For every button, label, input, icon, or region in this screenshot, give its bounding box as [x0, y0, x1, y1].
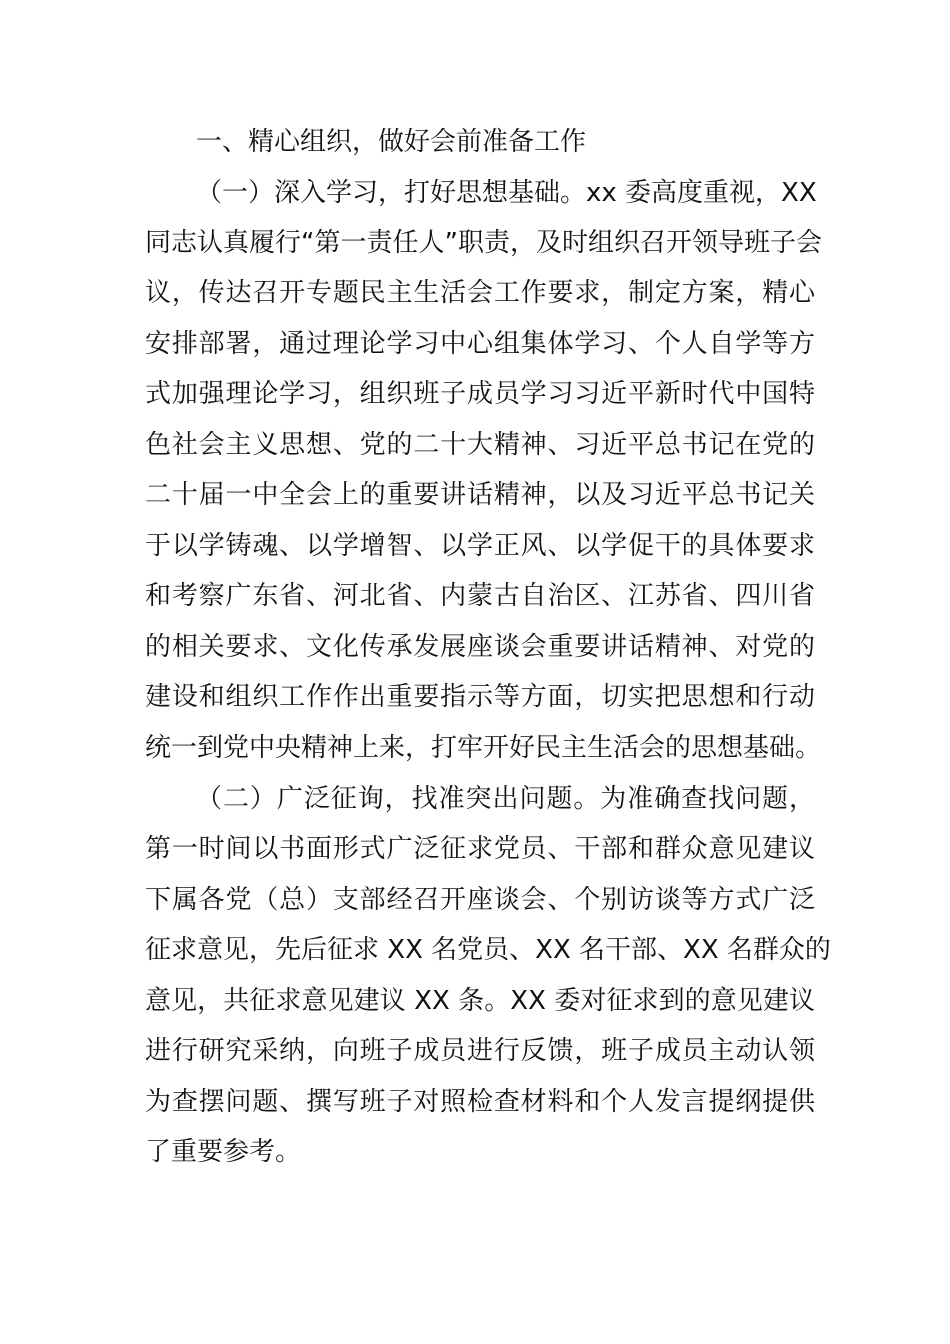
paragraph-line: 议，传达召开专题民主生活会工作要求，制定方案，精心	[145, 278, 815, 308]
section-heading: 一、精心组织，做好会前准备工作	[196, 127, 587, 157]
paragraph-line: 安排部署，通过理论学习中心组集体学习、个人自学等方	[145, 329, 815, 359]
paragraph-line: （二）广泛征询，找准突出问题。为准确查找问题，	[196, 784, 815, 814]
paragraph-line: 式加强理论学习，组织班子成员学习习近平新时代中国特	[145, 379, 815, 409]
paragraph-line: 进行研究采纳，向班子成员进行反馈，班子成员主动认领	[145, 1036, 815, 1066]
paragraph-line: 意见，共征求意见建议 XX 条。XX 委对征求到的意见建议	[145, 986, 815, 1016]
paragraph-line: 于以学铸魂、以学增智、以学正风、以学促干的具体要求	[145, 531, 815, 561]
paragraph-line: 的相关要求、文化传承发展座谈会重要讲话精神、对党的	[145, 632, 815, 662]
paragraph-line: 建设和组织工作作出重要指示等方面，切实把思想和行动	[145, 682, 815, 712]
paragraph-line: （一）深入学习，打好思想基础。xx 委高度重视，XX	[196, 178, 817, 208]
paragraph-line: 了重要参考。	[145, 1137, 302, 1167]
paragraph-line: 色社会主义思想、党的二十大精神、习近平总书记在党的	[145, 430, 815, 460]
paragraph-line: 和考察广东省、河北省、内蒙古自治区、江苏省、四川省	[145, 581, 815, 611]
paragraph-line: 征求意见，先后征求 XX 名党员、XX 名干部、XX 名群众的	[145, 935, 831, 965]
paragraph-line: 统一到党中央精神上来，打牢开好民主生活会的思想基础。	[145, 733, 822, 763]
paragraph-line: 第一时间以书面形式广泛征求党员、干部和群众意见建议	[145, 834, 815, 864]
paragraph-line: 二十届一中全会上的重要讲话精神，以及习近平总书记关	[145, 480, 815, 510]
paragraph-line: 为查摆问题、撰写班子对照检查材料和个人发言提纲提供	[145, 1087, 815, 1117]
paragraph-line: 下属各党（总）支部经召开座谈会、个别访谈等方式广泛	[145, 885, 815, 915]
paragraph-line: 同志认真履行“第一责任人”职责，及时组织召开领导班子会	[145, 228, 822, 258]
